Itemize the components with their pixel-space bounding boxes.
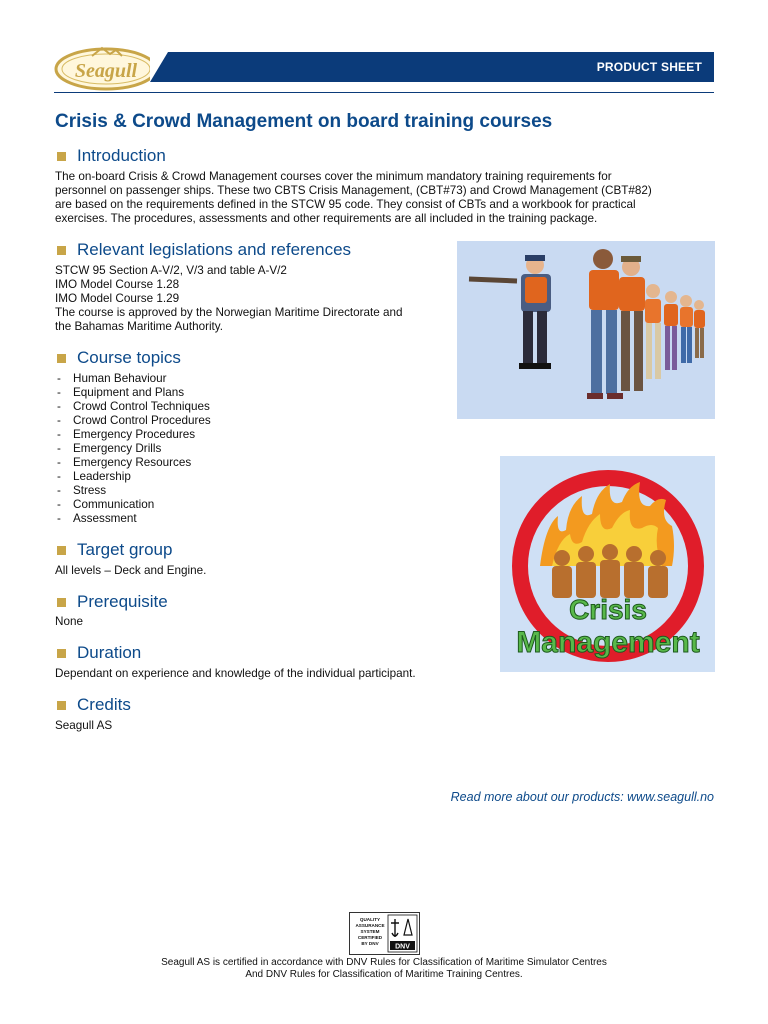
section-heading-course-topics: Course topics xyxy=(57,348,181,368)
introduction-text: The on-board Crisis & Crowd Management courses cover the minimum mandatory training requirements for personnel on passenger ships. These two CBTS Crisis Management, (CBT#73) and Crowd Management (CBT#82) are based on the requirements defined in the STCW 95 code. They consist of CBTs and a workbook for practical exercises. The procedures, assessments and other requirements are all included in the training package. xyxy=(55,170,652,225)
svg-text:CERTIFIED: CERTIFIED xyxy=(357,935,383,940)
svg-text:DNV: DNV xyxy=(395,943,410,951)
list-item: - Emergency Drills xyxy=(57,442,162,455)
crisis-logo-line1: Crisis xyxy=(569,594,647,625)
header-bar xyxy=(150,52,714,82)
square-bullet-icon xyxy=(57,152,66,161)
duration-text: Dependant on experience and knowledge of the individual participant. xyxy=(55,667,416,680)
legislation-text: STCW 95 Section A-V/2, V/3 and table A-V/2 IMO Model Course 1.28 IMO Model Course 1.29 The course is approved by the Norwegian Maritime Directorate and the Bahamas Maritime Authority. xyxy=(55,264,403,333)
crowd-evacuation-illustration xyxy=(457,241,715,419)
section-heading-legislation: Relevant legislations and references xyxy=(57,240,351,260)
read-more-link[interactable]: Read more about our products: www.seagull.no xyxy=(450,790,714,804)
svg-text:BY DNV: BY DNV xyxy=(361,941,379,946)
list-item: - Equipment and Plans xyxy=(57,386,185,399)
svg-text:ASSURANCE: ASSURANCE xyxy=(355,923,385,928)
crisis-logo-line2: Management xyxy=(516,626,700,659)
square-bullet-icon xyxy=(57,649,66,658)
list-item: - Leadership xyxy=(57,470,131,483)
square-bullet-icon xyxy=(57,354,66,363)
seagull-logo xyxy=(54,42,158,92)
section-heading-credits: Credits xyxy=(57,695,131,715)
target-group-text: All levels – Deck and Engine. xyxy=(55,564,207,577)
dnv-certification-stamp xyxy=(349,912,420,955)
product-sheet-label: PRODUCT SHEET xyxy=(596,60,702,74)
logo-wordmark: Seagull xyxy=(74,60,138,82)
list-item: - Assessment xyxy=(57,512,137,525)
square-bullet-icon xyxy=(57,701,66,710)
list-item: - Crowd Control Techniques xyxy=(57,400,210,413)
square-bullet-icon xyxy=(57,246,66,255)
credits-text: Seagull AS xyxy=(55,719,113,732)
prerequisite-text: None xyxy=(55,615,83,628)
list-item: - Crowd Control Procedures xyxy=(57,414,211,427)
footer-certification-text: Seagull AS is certified in accordance with DNV Rules for Classification of Maritime Simulator Centres And DNV Rules for Classification of Maritime Training Centres. xyxy=(161,957,607,980)
section-heading-prerequisite: Prerequisite xyxy=(57,592,168,612)
section-heading-target-group: Target group xyxy=(57,540,172,560)
section-heading-duration: Duration xyxy=(57,643,141,663)
list-item: - Human Behaviour xyxy=(57,372,167,385)
page-title: Crisis & Crowd Management on board training courses xyxy=(55,111,553,132)
crisis-management-logo-image xyxy=(500,456,715,672)
list-item: - Communication xyxy=(57,498,155,511)
svg-text:SYSTEM: SYSTEM xyxy=(360,929,380,934)
square-bullet-icon xyxy=(57,598,66,607)
square-bullet-icon xyxy=(57,546,66,555)
header-divider xyxy=(54,92,714,93)
list-item: - Emergency Procedures xyxy=(57,428,196,441)
section-heading-introduction: Introduction xyxy=(57,146,166,166)
list-item: - Emergency Resources xyxy=(57,456,192,469)
svg-text:QUALITY: QUALITY xyxy=(359,917,381,922)
list-item: - Stress xyxy=(57,484,107,497)
course-topics-list xyxy=(55,372,211,526)
